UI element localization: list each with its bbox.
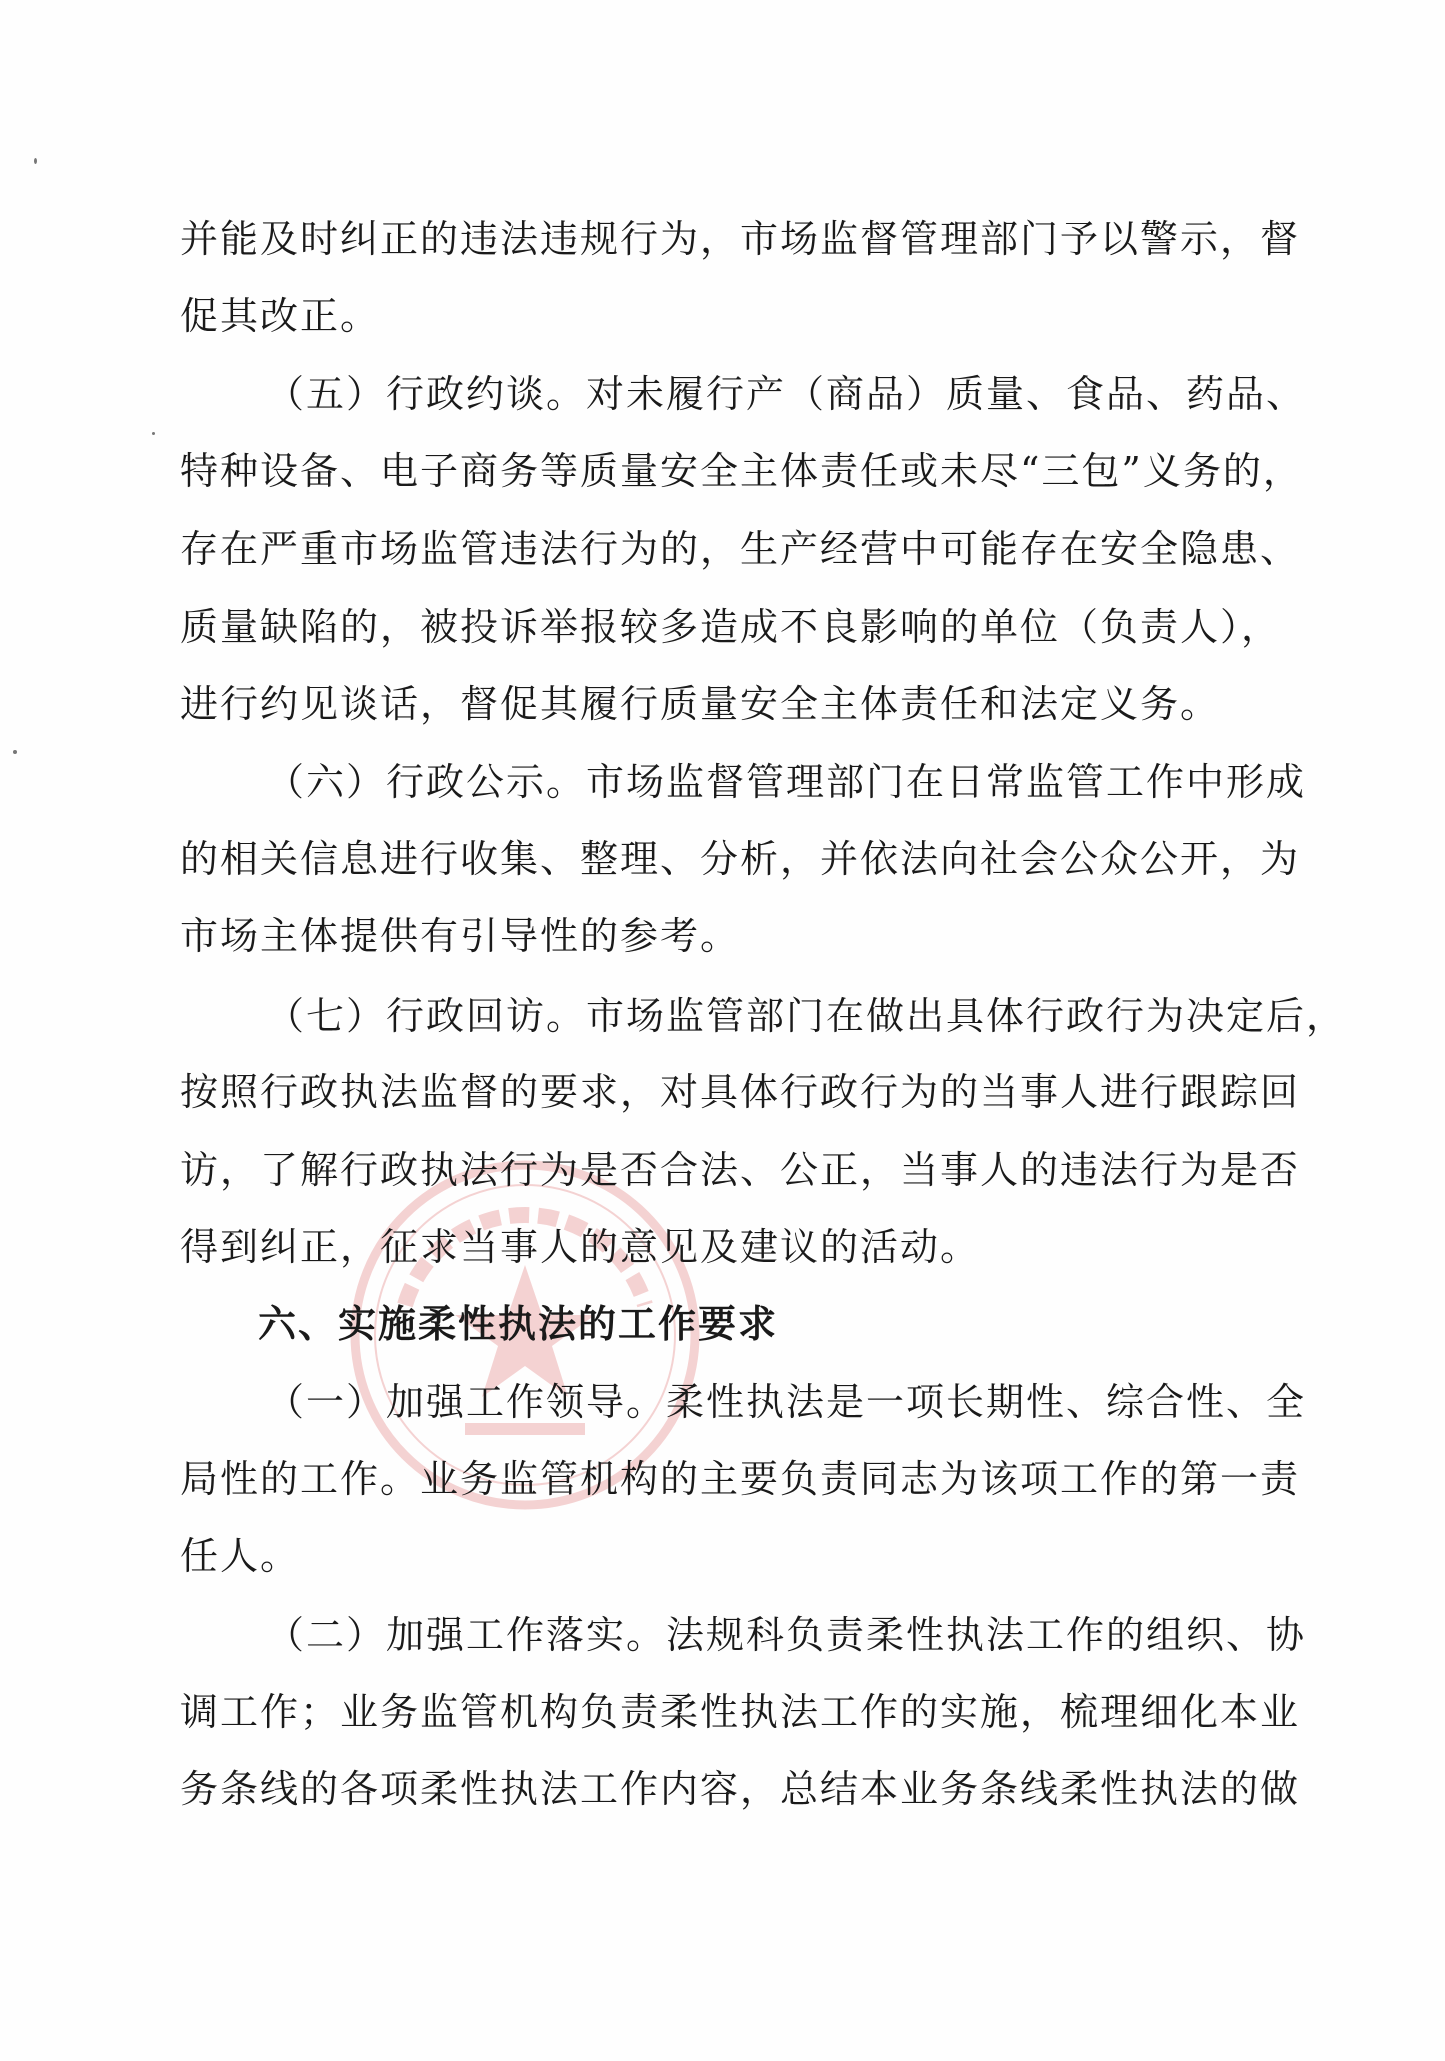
scan-speck [34, 158, 37, 164]
section-heading: 六、实施柔性执法的工作要求 [258, 1302, 779, 1346]
body-line: 任人。 [180, 1534, 301, 1578]
body-line: 务条线的各项柔性执法工作内容，总结本业务条线柔性执法的做 [180, 1767, 1301, 1811]
section-item-5-line: （五）行政约谈。对未履行产（商品）质量、食品、药品、 [266, 372, 1307, 416]
scan-speck [13, 750, 17, 754]
requirement-2-line: （二）加强工作落实。法规科负责柔性执法工作的组织、协 [266, 1613, 1307, 1657]
body-line: 调工作；业务监管机构负责柔性执法工作的实施，梳理细化本业 [180, 1690, 1301, 1734]
body-line: 质量缺陷的，被投诉举报较多造成不良影响的单位（负责人）， [180, 605, 1282, 649]
body-line: 促其改正。 [180, 294, 381, 338]
body-line: 得到纠正，征求当事人的意见及建议的活动。 [180, 1225, 981, 1269]
scan-speck [152, 432, 155, 435]
body-line: 市场主体提供有引导性的参考。 [180, 914, 741, 958]
body-line: 并能及时纠正的违法违规行为，市场监督管理部门予以警示，督 [180, 217, 1301, 261]
body-line: 存在严重市场监管违法行为的，生产经营中可能存在安全隐患、 [180, 527, 1301, 571]
body-line: 的相关信息进行收集、整理、分析，并依法向社会公众公开，为 [180, 837, 1301, 881]
section-item-7-line: （七）行政回访。市场监管部门在做出具体行政行为决定后， [266, 994, 1347, 1038]
body-line: 特种设备、电子商务等质量安全主体责任或未尽“三包”义务的， [180, 449, 1303, 493]
requirement-1-line: （一）加强工作领导。柔性执法是一项长期性、综合性、全 [266, 1380, 1307, 1424]
section-item-6-line: （六）行政公示。市场监督管理部门在日常监管工作中形成 [266, 760, 1307, 804]
body-line: 按照行政执法监督的要求，对具体行政行为的当事人进行跟踪回 [180, 1070, 1301, 1114]
body-line: 进行约见谈话，督促其履行质量安全主体责任和法定义务。 [180, 682, 1221, 726]
body-line: 局性的工作。业务监管机构的主要负责同志为该项工作的第一责 [180, 1457, 1301, 1501]
body-line: 访，了解行政执法行为是否合法、公正，当事人的违法行为是否 [180, 1148, 1301, 1192]
